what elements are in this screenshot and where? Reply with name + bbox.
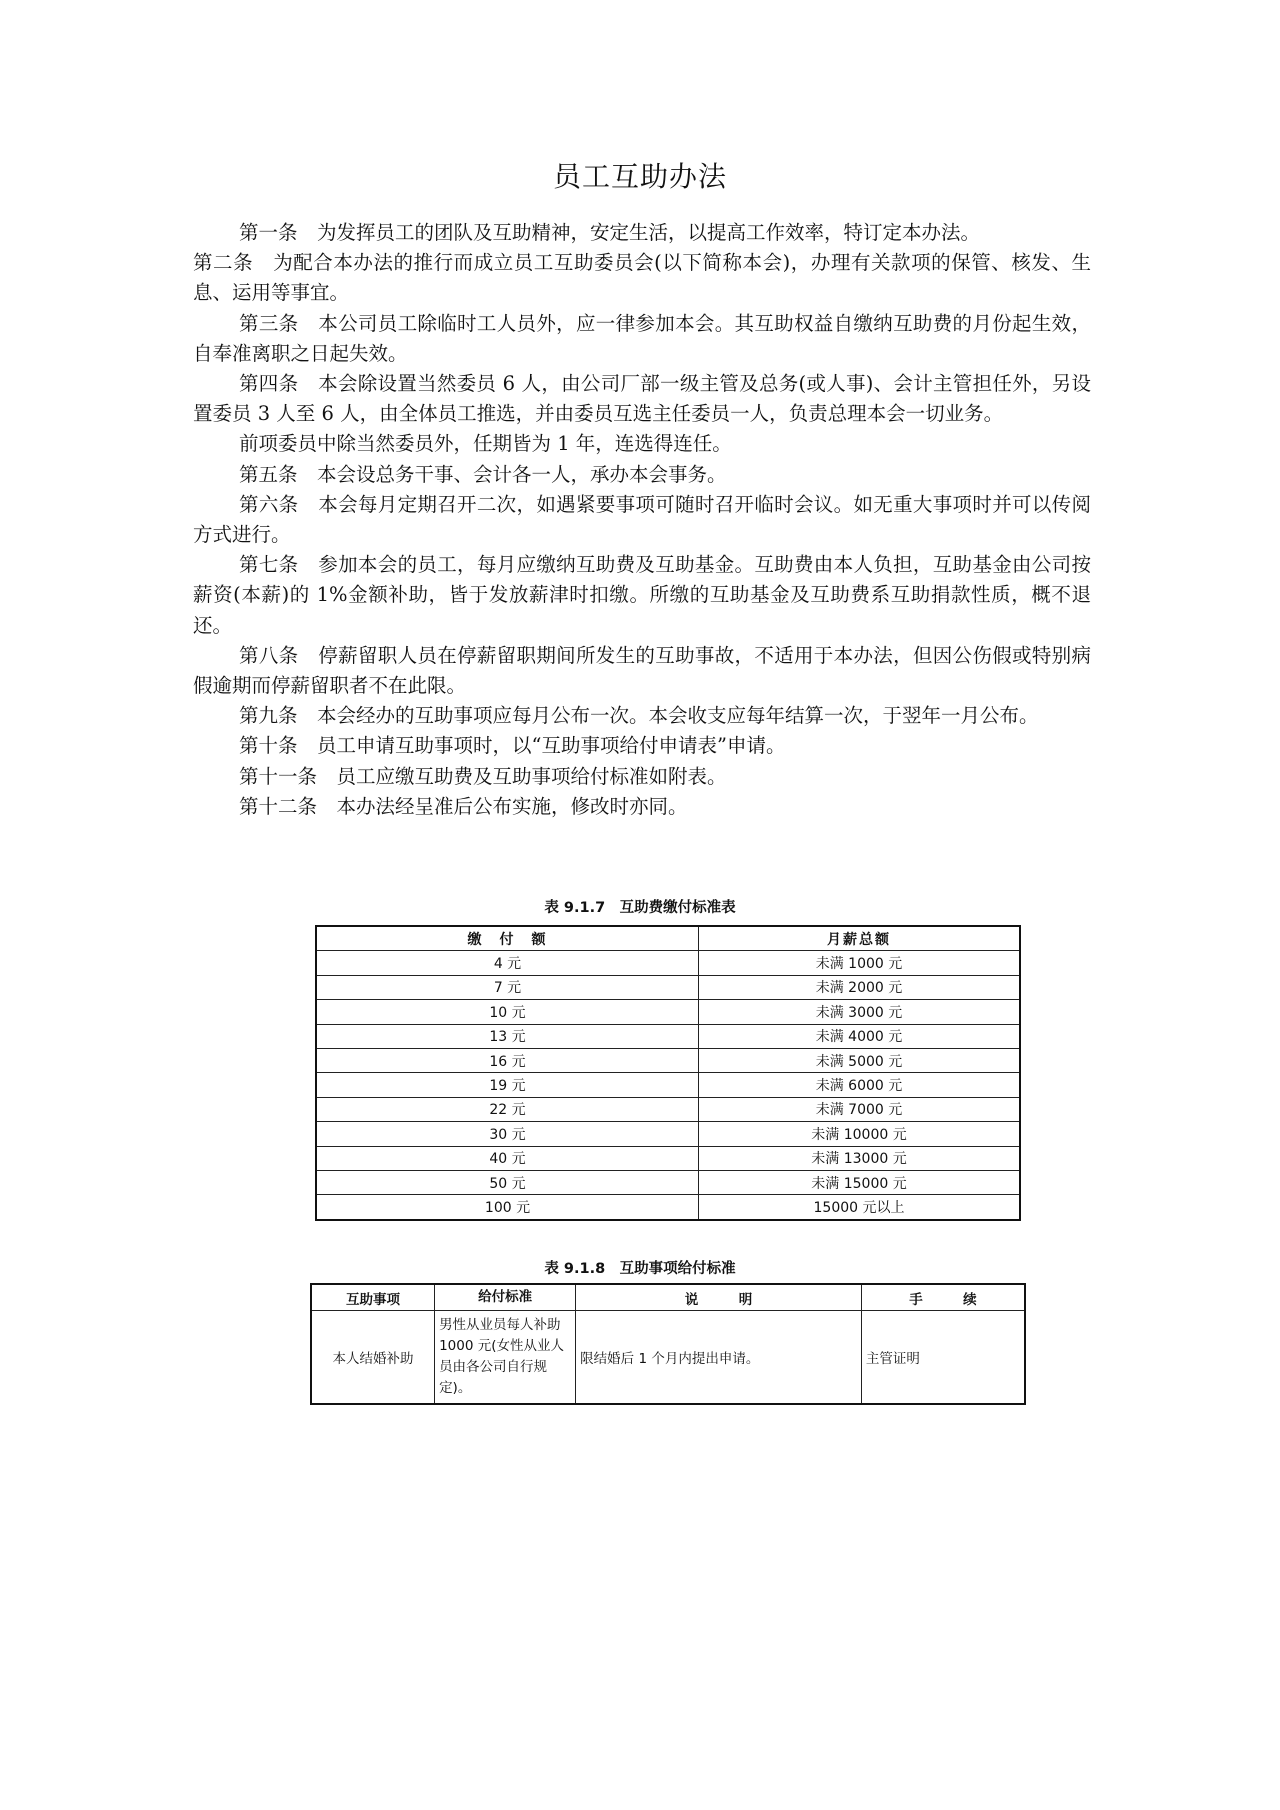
header-standard: 给付标准 xyxy=(435,1284,576,1311)
payment-cell: 50 元 xyxy=(316,1170,699,1194)
table2-caption: 表 9.1.8 互助事项给付标准 xyxy=(544,1261,736,1277)
salary-cell: 未满 10000 元 xyxy=(699,1122,1021,1146)
article-6: 第六条 本会每月定期召开二次，如遇紧要事项可随时召开临时会议。如无重大事项时并可以传阅方式进行。 xyxy=(193,492,1091,547)
article-5: 第五条 本会设总务干事、会计各一人，承办本会事务。 xyxy=(239,462,727,486)
salary-cell: 未满 13000 元 xyxy=(699,1146,1021,1170)
article-12: 第十二条 本办法经呈准后公布实施，修改时亦同。 xyxy=(239,794,688,818)
item-cell: 本人结婚补助 xyxy=(311,1311,435,1405)
payment-cell: 13 元 xyxy=(316,1024,699,1048)
salary-cell: 未满 5000 元 xyxy=(699,1048,1021,1072)
salary-cell: 未满 6000 元 xyxy=(699,1073,1021,1097)
payment-cell: 19 元 xyxy=(316,1073,699,1097)
article-10: 第十条 员工申请互助事项时，以“互助事项给付申请表”申请。 xyxy=(239,734,786,758)
payment-cell: 40 元 xyxy=(316,1146,699,1170)
table-row xyxy=(316,975,1020,999)
table-row xyxy=(316,1146,1020,1170)
salary-cell: 未满 2000 元 xyxy=(699,975,1021,999)
header-salary: 月薪总额 xyxy=(699,926,1021,951)
payment-cell: 100 元 xyxy=(316,1195,699,1220)
salary-cell: 未满 4000 元 xyxy=(699,1024,1021,1048)
article-9: 第九条 本会经办的互助事项应每月公布一次。本会收支应每年结算一次，于翌年一月公布。 xyxy=(239,704,1039,728)
salary-cell: 未满 3000 元 xyxy=(699,1000,1021,1024)
article-11: 第十一条 员工应缴互助费及互助事项给付标准如附表。 xyxy=(239,764,727,788)
article-4: 第四条 本会除设置当然委员 6 人，由公司厂部一级主管及总务(或人事)、会计主管担任外，另设置委员 3 人至 6 人，由全体员工推选，并由委员互选主任委员一人，负责总理本会一切业务。 xyxy=(193,372,1091,426)
salary-cell: 未满 7000 元 xyxy=(699,1097,1021,1121)
procedure-cell: 主管证明 xyxy=(861,1311,1025,1405)
header-item: 互助事项 xyxy=(311,1284,435,1311)
payment-cell: 7 元 xyxy=(316,975,699,999)
table1-caption: 表 9.1.7 互助费缴付标准表 xyxy=(544,900,736,916)
table-header-row xyxy=(311,1284,1025,1311)
benefit-standard-table xyxy=(310,1283,1026,1405)
standard-cell: 男性从业员每人补助 1000 元(女性从业人员由各公司自行规定)。 xyxy=(435,1311,576,1405)
payment-cell: 30 元 xyxy=(316,1122,699,1146)
table-row xyxy=(311,1311,1025,1405)
table-row xyxy=(316,1073,1020,1097)
table-row xyxy=(316,1122,1020,1146)
table-row xyxy=(316,1048,1020,1072)
table-row xyxy=(316,1097,1020,1121)
table-header-row xyxy=(316,926,1020,951)
document-body xyxy=(193,218,1091,822)
payment-cell: 10 元 xyxy=(316,1000,699,1024)
salary-cell: 15000 元以上 xyxy=(699,1195,1021,1220)
salary-cell: 未满 15000 元 xyxy=(699,1170,1021,1194)
document-title: 员工互助办法 xyxy=(552,160,727,193)
table-row xyxy=(316,1000,1020,1024)
salary-cell: 未满 1000 元 xyxy=(699,951,1021,975)
header-payment: 缴 付 额 xyxy=(316,926,699,951)
article-3: 第三条 本公司员工除临时工人员外，应一律参加本会。其互助权益自缴纳互助费的月份起生效，自奉准离职之日起失效。 xyxy=(193,311,1091,365)
table-row xyxy=(316,951,1020,975)
article-4-note: 前项委员中除当然委员外，任期皆为 1 年，连选得连任。 xyxy=(239,432,732,456)
article-8: 第八条 停薪留职人员在停薪留职期间所发生的互助事故，不适用于本办法，但因公伤假或特别病假逾期而停薪留职者不在此限。 xyxy=(193,643,1091,698)
fee-standard-table xyxy=(315,925,1021,1221)
article-1: 第一条 为发挥员工的团队及互助精神，安定生活，以提高工作效率，特订定本办法。 xyxy=(239,221,981,244)
header-description: 说 明 xyxy=(576,1284,862,1311)
header-procedure: 手 续 xyxy=(861,1284,1025,1311)
article-7: 第七条 参加本会的员工，每月应缴纳互助费及互助基金。互助费由本人负担，互助基金由公司按薪资(本薪)的 1%金额补助，皆于发放薪津时扣缴。所缴的互助基金及互助费系互助捐款性质，概不退还。 xyxy=(193,553,1091,637)
table-row xyxy=(316,1024,1020,1048)
payment-cell: 4 元 xyxy=(316,951,699,975)
payment-cell: 22 元 xyxy=(316,1097,699,1121)
description-cell: 限结婚后 1 个月内提出申请。 xyxy=(576,1311,862,1405)
article-2: 第二条 为配合本办法的推行而成立员工互助委员会(以下简称本会)，办理有关款项的保管、核发、生息、运用等事宜。 xyxy=(193,251,1091,305)
table-row xyxy=(316,1170,1020,1194)
payment-cell: 16 元 xyxy=(316,1048,699,1072)
table-row xyxy=(316,1195,1020,1220)
